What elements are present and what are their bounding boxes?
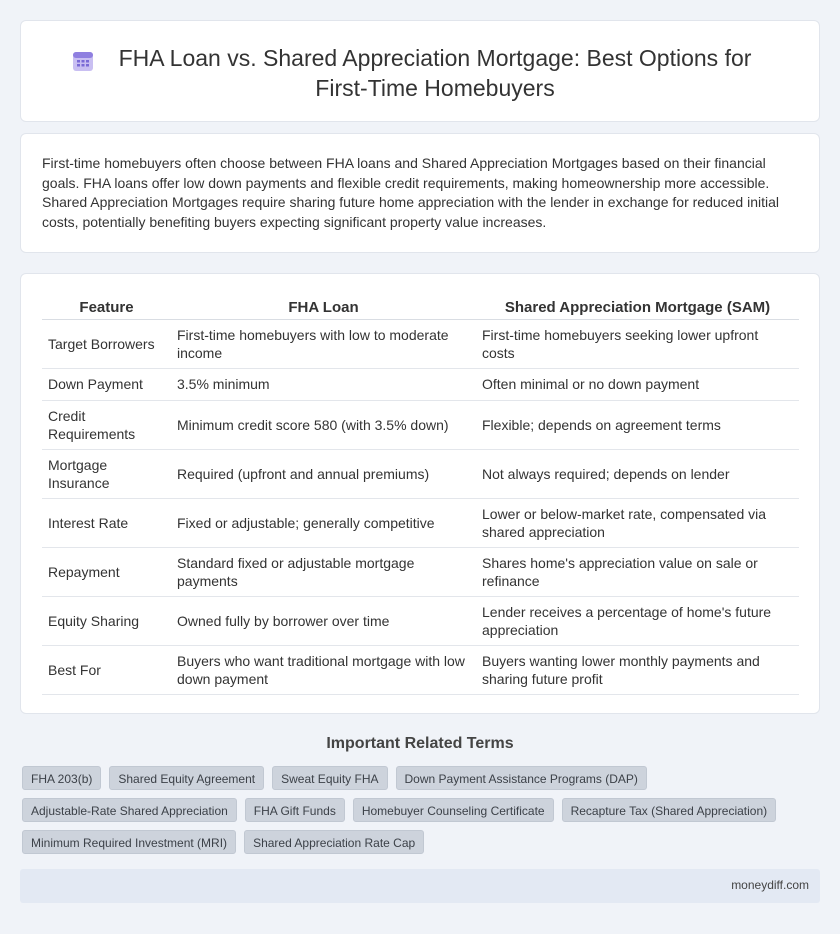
table-header-row [42,296,799,319]
title-card [20,20,820,122]
row-sam: Flexible; depends on agreement terms [476,400,799,449]
row-sam: Often minimal or no down payment [476,368,799,400]
row-fha: Fixed or adjustable; generally competitive [171,498,476,547]
footer [20,869,820,903]
table-row [42,400,799,449]
row-feature: Target Borrowers [42,319,171,368]
tag-row [22,798,812,822]
row-fha: First-time homebuyers with low to moderate income [171,319,476,368]
row-fha: Minimum credit score 580 (with 3.5% down) [171,400,476,449]
related-terms-list [22,766,812,862]
row-feature: Down Payment [42,368,171,400]
footer-site[interactable]: moneydiff.com [731,878,809,892]
intro-paragraph: First-time homebuyers often choose between FHA loans and Shared Appreciation Mortgages based on their financial goals. FHA loans offer low down payments and flexible credit requirements, making homeownership more accessible. Shared Appreciation Mortgages require sharing future home appreciation with the lender in exchange for reduced initial costs, potentially benefiting buyers expecting significant property value increases. [42,155,780,230]
intro-card [20,133,820,253]
tag-homebuyer-counseling-certificate[interactable]: Homebuyer Counseling Certificate [353,798,554,822]
row-feature: Equity Sharing [42,596,171,645]
table-row [42,596,799,645]
row-sam: Buyers wanting lower monthly payments and sharing future profit [476,645,799,694]
row-feature: Credit Requirements [42,400,171,449]
header-sam: Shared Appreciation Mortgage (SAM) [476,296,799,319]
tag-down-payment-assistance[interactable]: Down Payment Assistance Programs (DAP) [396,766,647,790]
row-sam: Not always required; depends on lender [476,449,799,498]
row-feature: Interest Rate [42,498,171,547]
row-feature: Repayment [42,547,171,596]
table-row [42,547,799,596]
row-sam: First-time homebuyers seeking lower upfront costs [476,319,799,368]
tag-adjustable-rate-shared-appreciation[interactable]: Adjustable-Rate Shared Appreciation [22,798,237,822]
tag-row [22,766,812,790]
row-sam: Lender receives a percentage of home's future appreciation [476,596,799,645]
comparison-table [42,296,799,695]
tag-sweat-equity-fha[interactable]: Sweat Equity FHA [272,766,387,790]
tag-fha-gift-funds[interactable]: FHA Gift Funds [245,798,345,822]
title-wrap [21,43,819,103]
tag-fha-203b[interactable]: FHA 203(b) [22,766,101,790]
tag-shared-equity-agreement[interactable]: Shared Equity Agreement [109,766,264,790]
row-feature: Mortgage Insurance [42,449,171,498]
row-fha: 3.5% minimum [171,368,476,400]
related-terms-heading: Important Related Terms [326,735,514,752]
row-fha: Owned fully by borrower over time [171,596,476,645]
row-sam: Shares home's appreciation value on sale or refinance [476,547,799,596]
tag-recapture-tax[interactable]: Recapture Tax (Shared Appreciation) [562,798,777,822]
tag-minimum-required-investment[interactable]: Minimum Required Investment (MRI) [22,830,236,854]
row-feature: Best For [42,645,171,694]
row-sam: Lower or below-market rate, compensated via shared appreciation [476,498,799,547]
row-fha: Required (upfront and annual premiums) [171,449,476,498]
table-row [42,368,799,400]
comparison-card [20,273,820,714]
row-fha: Standard fixed or adjustable mortgage payments [171,547,476,596]
calendar-icon [71,49,95,73]
header-feature: Feature [42,296,171,319]
header-fha: FHA Loan [171,296,476,319]
table-row [42,645,799,694]
table-row [42,319,799,368]
table-row [42,498,799,547]
row-fha: Buyers who want traditional mortgage with low down payment [171,645,476,694]
tag-row [22,830,812,854]
table-row [42,449,799,498]
page-title: FHA Loan vs. Shared Appreciation Mortgage: Best Options for First-Time Homebuyers [118,45,752,101]
tag-shared-appreciation-rate-cap[interactable]: Shared Appreciation Rate Cap [244,830,424,854]
